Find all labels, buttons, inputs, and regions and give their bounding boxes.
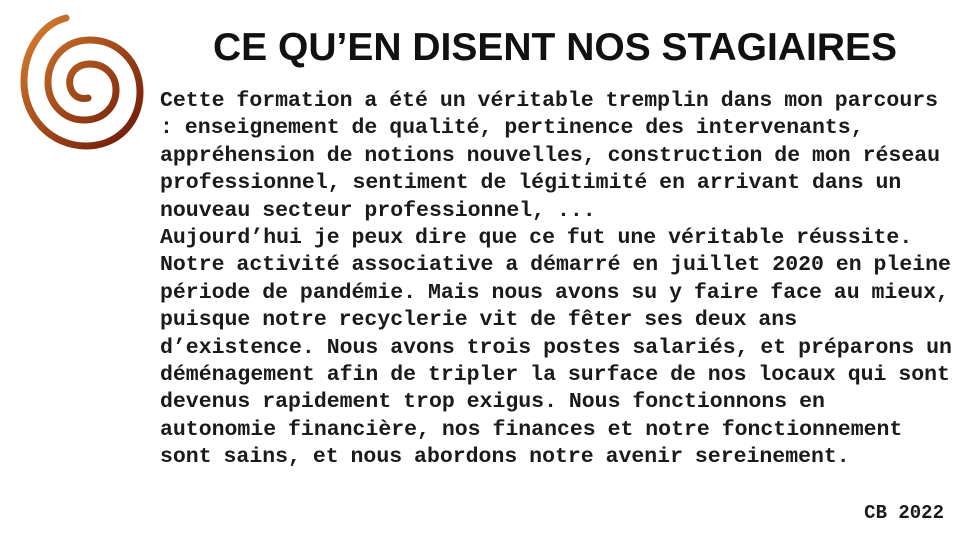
testimonial-paragraph: Aujourd’hui je peux dire que ce fut une véritable réussite. xyxy=(160,226,913,251)
credit-label: CB 2022 xyxy=(864,502,944,524)
testimonial-paragraph: Cette formation a été un véritable tremplin dans mon parcours : enseignement de qualité, pertinence des intervenants, appréhension de notions nouvelles, construction de mon réseau professionnel, sentiment de légitimité en arrivant dans un nouveau secteur professionnel, ... xyxy=(160,89,941,223)
testimonial-paragraph: Notre activité associative a démarré en juillet 2020 en pleine période de pandémie. Mais nous avons su y faire face au mieux, puisque notre recyclerie vit de fêter ses deux ans d’existence. Nous avons trois postes salariés, et préparons un déménagement afin de tripler la surface de nos locaux qui sont devenus rapidement trop exigus. Nous fonctionnons en autonomie financière, nos finances et notre fonctionnement sont sains, et nous abordons notre avenir sereinement. xyxy=(160,253,952,470)
testimonial-text xyxy=(160,88,952,472)
spiral-logo-icon xyxy=(14,10,150,156)
slide-title: CE QU’EN DISENT NOS STAGIAIRES xyxy=(212,26,898,69)
